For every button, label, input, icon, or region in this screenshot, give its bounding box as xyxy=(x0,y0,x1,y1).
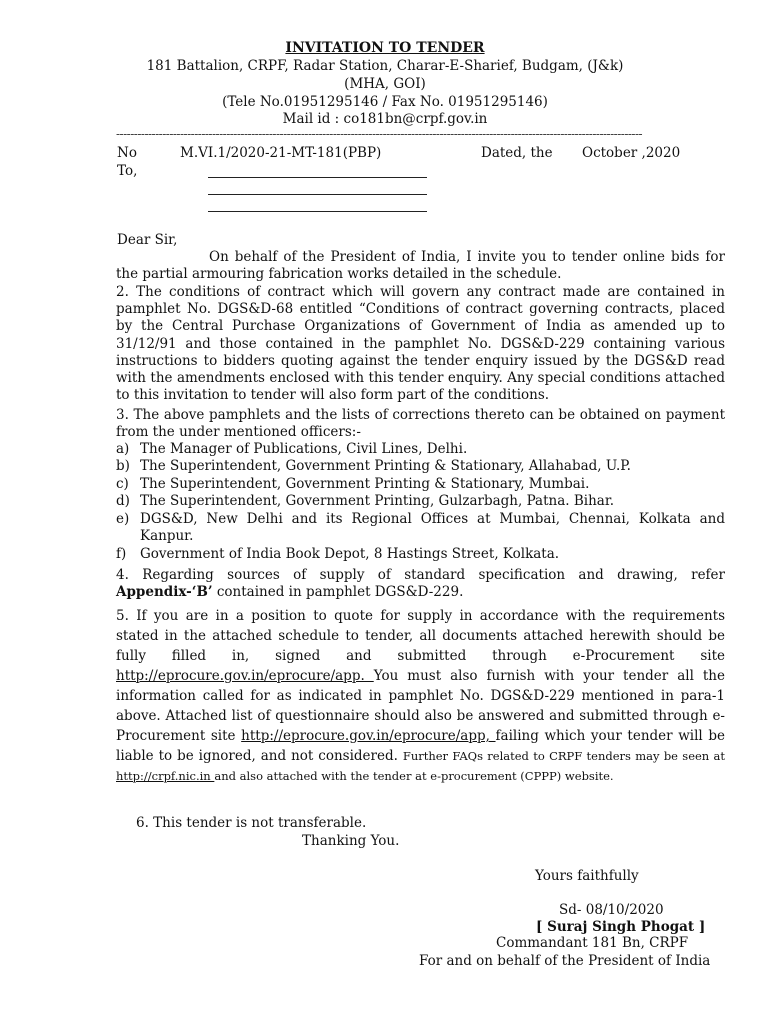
paragraph-3: 3. The above pamphlets and the lists of corrections thereto can be obtained on payment from the under mentioned officers:- xyxy=(116,407,725,441)
header-address: 181 Battalion, CRPF, Radar Station, Charar-E-Sharief, Budgam, (J&k) xyxy=(146,58,624,74)
paragraph-4-text: 4. Regarding sources of supply of standard specification and drawing, refer xyxy=(116,567,725,583)
paragraph-6: 6. This tender is not transferable. xyxy=(136,815,367,831)
officer-text: Government of India Book Depot, 8 Hastings Street, Kolkata. xyxy=(140,546,560,562)
document-title: INVITATION TO TENDER xyxy=(285,40,485,56)
paragraph-2: 2. The conditions of contract which will govern any contract made are contained in pamphlet No. DGS&D-68 entitled “Conditions of contract governing contracts, placed by the Central Purchase Organizations of Government of India as amended up to 31/12/91 and those contained in the pamphlet No. DGS&D-229 containing various instructions to bidders quoting against the tender enquiry issued by the DGS&D read with the amendments enclosed with this tender enquiry. Any special conditions attached to this invitation to tender will also form part of the conditions. xyxy=(116,284,725,404)
dated-label: Dated, the xyxy=(481,145,553,161)
officer-item xyxy=(116,546,725,563)
officer-text: DGS&D, New Delhi and its Regional Offices at Mumbai, Chennai, Kolkata and Kanpur. xyxy=(140,511,725,545)
address-blank-line xyxy=(208,177,427,178)
paragraph-1: On behalf of the President of India, I invite you to tender online bids for the partial armouring fabrication works detailed in the schedule. xyxy=(116,249,725,283)
paragraph-5-text: failing which your tender will be liable to be ignored, and not considered. xyxy=(116,728,725,764)
eprocure-link[interactable]: http://eprocure.gov.in/eprocure/app, xyxy=(241,728,496,744)
officer-text: The Superintendent, Government Printing, Gulzarbagh, Patna. Bihar. xyxy=(140,493,615,509)
header-phone: (Tele No.01951295146 / Fax No. 01951295146) xyxy=(222,94,548,110)
officer-text: The Superintendent, Government Printing & Stationary, Mumbai. xyxy=(140,476,590,492)
officer-label: e) xyxy=(116,511,130,527)
signed-date: Sd- 08/10/2020 xyxy=(559,902,664,918)
header-email: Mail id : co181bn@crpf.gov.in xyxy=(282,111,488,127)
officer-label: a) xyxy=(116,441,130,457)
header-ministry: (MHA, GOI) xyxy=(344,76,426,92)
signatory-designation: Commandant 181 Bn, CRPF xyxy=(496,935,689,951)
paragraph-5-text: You must also furnish with your tender all the information called for as indicated in pamphlet No. DGS&D-229 mentioned in para-1 above. Attached list of questionnaire should also be answered and submitted through e-Procurement site xyxy=(116,668,725,744)
dated-value: October ,2020 xyxy=(582,145,681,161)
paragraph-4 xyxy=(116,567,725,601)
signatory-name: [ Suraj Singh Phogat ] xyxy=(536,919,706,935)
officer-label: d) xyxy=(116,493,130,509)
header-divider: ---------------------------------------------------------------------------------------------------------------------------------------------------- xyxy=(116,127,643,141)
signatory-behalf: For and on behalf of the President of India xyxy=(419,953,711,969)
officer-item xyxy=(116,441,725,458)
eprocure-link[interactable]: http://eprocure.gov.in/eprocure/app. xyxy=(116,668,374,684)
paragraph-4-tail: contained in pamphlet DGS&D-229. xyxy=(212,584,464,601)
officer-label: b) xyxy=(116,458,130,474)
faq-note: and also attached with the tender at e-procurement (CPPP) website. xyxy=(214,769,614,783)
paragraph-5-text: 5. If you are in a position to quote for supply in accordance with the requirements stated in the attached schedule to tender, all documents attached herewith should be fully filled in, signed and submitted through e-Procurement site xyxy=(116,608,725,664)
to-label: To, xyxy=(117,163,138,179)
crpf-link[interactable]: http://crpf.nic.in xyxy=(116,769,215,783)
address-blank-line xyxy=(208,211,427,212)
salutation: Dear Sir, xyxy=(117,232,178,248)
officer-item xyxy=(116,476,725,493)
officer-item xyxy=(116,458,725,475)
officer-item xyxy=(116,511,725,545)
appendix-reference: Appendix-‘B’ xyxy=(116,584,213,601)
closing: Yours faithfully xyxy=(535,868,639,884)
officer-text: The Superintendent, Government Printing & Stationary, Allahabad, U.P. xyxy=(140,458,631,474)
ref-no-label: No xyxy=(117,145,137,161)
paragraph-5 xyxy=(116,606,725,786)
officer-label: f) xyxy=(116,546,127,562)
officer-label: c) xyxy=(116,476,129,492)
officer-text: The Manager of Publications, Civil Lines, Delhi. xyxy=(140,441,468,457)
faq-note: Further FAQs related to CRPF tenders may be seen at xyxy=(402,749,726,763)
ref-no-value: M.VI.1/2020-21-MT-181(PBP) xyxy=(180,145,382,161)
address-blank-line xyxy=(208,194,427,195)
officer-item xyxy=(116,493,725,510)
thanking-you: Thanking You. xyxy=(302,833,400,849)
